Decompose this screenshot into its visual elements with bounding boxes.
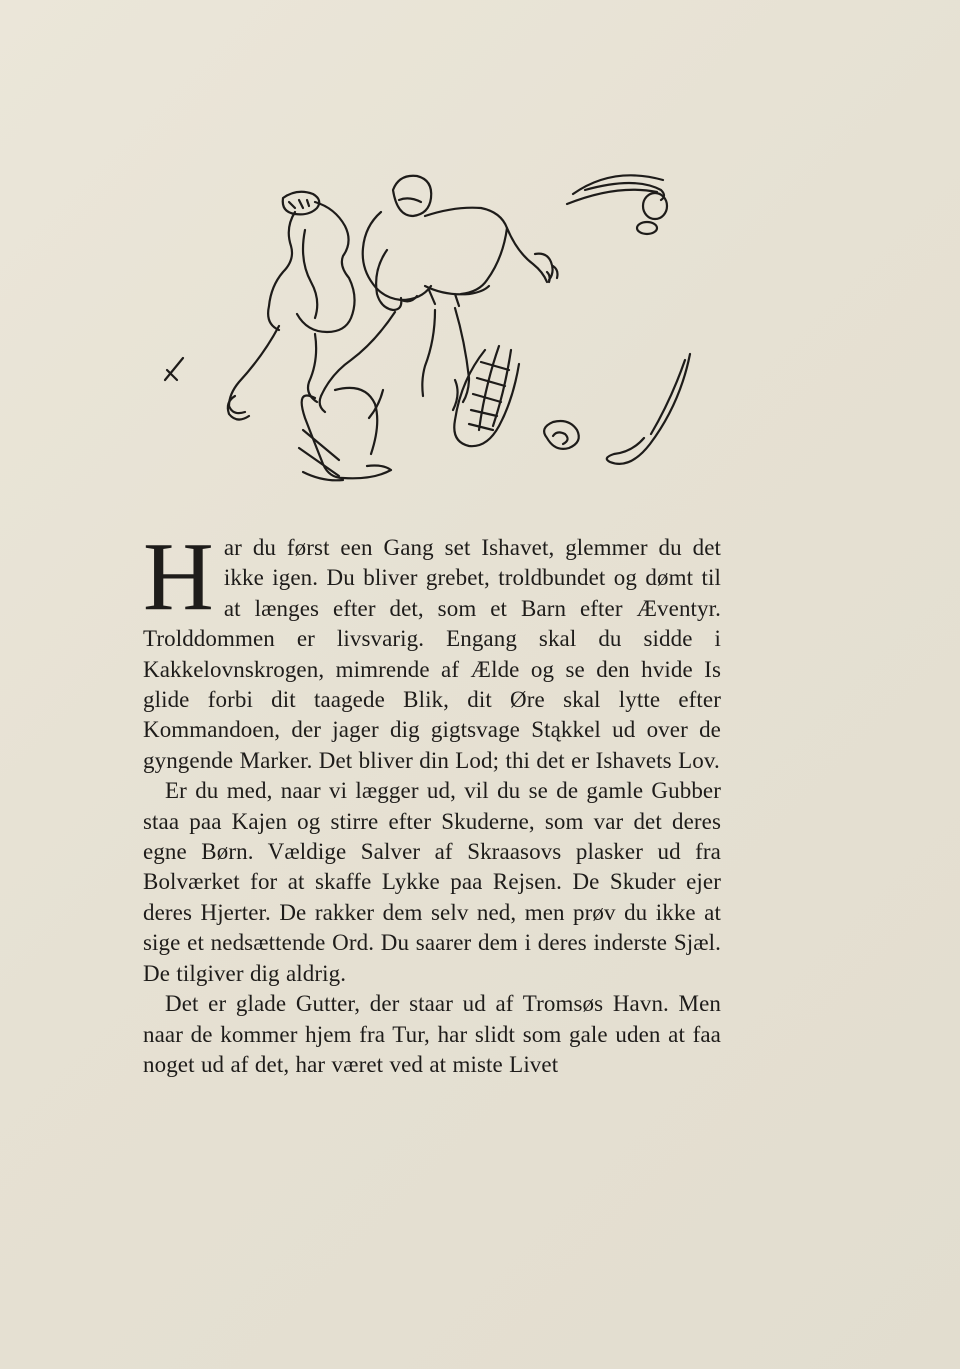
sailors-sketch-illustration [155,150,700,500]
paragraph-1-text: ar du først een Gang set Ishavet, glemmer du det ikke igen. Du bliver grebet, troldbundet og dømt til at længes efter det, som et Barn efter Æventyr. Trolddommen er livsvarig. Engang skal du sidde i Kakkelovnskrogen, mimrende af Ælde og se den hvide Is glide forbi dit taagede Blik, dit Øre skal lytte efter Kommandoen, der jager dig gigtsvage Stąkkel ud over de gyngende Marker. Det bliver din Lod; thi det er Ishavets Lov. [143,535,721,773]
drop-cap: H [143,523,214,631]
paragraph-1 [143,523,721,776]
paragraph-2: Er du med, naar vi lægger ud, vil du se de gamle Gubber staa paa Kajen og stirre efter Skuderne, som var det deres egne Børn. Vældige Salver af Skraasovs plasker ud fra Bolværket for at skaffe Lykke paa Rejsen. De Skuder ejer deres Hjerter. De rakker dem selv ned, men prøv du ikke at sige et nedsættende Ord. Du saarer dem i deres inderste Sjæl. De tilgiver dig aldrig. [143,778,721,986]
sketch-of-sailors-on-ice-icon [155,150,700,500]
body-text [143,523,721,1080]
paragraph-3: Det er glade Gutter, der staar ud af Tromsøs Havn. Men naar de kommer hjem fra Tur, har slidt som gale uden at faa noget ud af det, har været ved at miste Livet [143,991,721,1077]
